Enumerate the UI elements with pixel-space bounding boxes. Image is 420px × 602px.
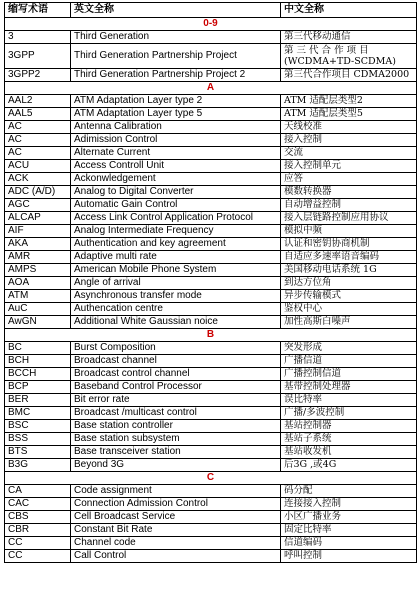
cell-chinese: 美国移动电话系统 1G [281,264,417,277]
table-row [5,511,417,524]
cell-abbr: ACU [5,160,71,173]
cell-chinese: 应答 [281,173,417,186]
table-row [5,264,417,277]
section-title: C [5,472,417,485]
cell-abbr: AGC [5,199,71,212]
cell-english: Broadcast control channel [71,368,281,381]
cell-abbr: BSC [5,420,71,433]
cell-abbr: CBS [5,511,71,524]
table-row [5,342,417,355]
cell-abbr: AC [5,121,71,134]
cell-abbr: AC [5,134,71,147]
cell-chinese: 后3G ,或4G [281,459,417,472]
table-row [5,134,417,147]
cell-chinese: 到达方位角 [281,277,417,290]
cell-english: ATM Adaptation Layer type 2 [71,95,281,108]
cell-english: Analog to Digital Converter [71,186,281,199]
cell-chinese: 广播信道 [281,355,417,368]
glossary-page [4,2,416,563]
section-header-row [5,18,417,31]
table-row [5,277,417,290]
cell-chinese: 呼叫控制 [281,550,417,563]
table-row [5,498,417,511]
header-abbr: 缩写术语 [5,3,71,18]
cell-chinese: 接入控制 [281,134,417,147]
cell-chinese: 模数转换器 [281,186,417,199]
cell-abbr: AwGN [5,316,71,329]
cell-abbr: AAL2 [5,95,71,108]
cell-english: Angle of arrival [71,277,281,290]
cell-chinese: 突发形成 [281,342,417,355]
cell-english: Ackonwledgement [71,173,281,186]
cell-chinese: 连接接入控制 [281,498,417,511]
table-row [5,186,417,199]
glossary-table [4,2,417,563]
cell-chinese: 模拟中频 [281,225,417,238]
table-row [5,225,417,238]
cell-english: Alternate Current [71,147,281,160]
cell-chinese: ATM 适配层类型5 [281,108,417,121]
cell-chinese: 基带控制处理器 [281,381,417,394]
cell-english: Connection Admission Control [71,498,281,511]
cell-chinese: 鉴权中心 [281,303,417,316]
cell-abbr: B3G [5,459,71,472]
cell-chinese: 第三代合作项目 CDMA2000 [281,69,417,82]
cell-english: Antenna Calibration [71,121,281,134]
cell-english: Constant Bit Rate [71,524,281,537]
cell-abbr: AuC [5,303,71,316]
cell-chinese: 交流 [281,147,417,160]
table-row [5,238,417,251]
table-row [5,147,417,160]
cell-chinese: 接入控制单元 [281,160,417,173]
cell-english: Beyond 3G [71,459,281,472]
cell-chinese: 基站子系统 [281,433,417,446]
cell-abbr: BSS [5,433,71,446]
cell-english: Asynchronous transfer mode [71,290,281,303]
cell-abbr: AKA [5,238,71,251]
cell-english: Authentication and key agreement [71,238,281,251]
cell-english: Bit error rate [71,394,281,407]
cell-english: Adaptive multi rate [71,251,281,264]
table-row [5,485,417,498]
cell-chinese: 第三代移动通信 [281,31,417,44]
cell-abbr: AIF [5,225,71,238]
cell-english: Code assignment [71,485,281,498]
section-header-row [5,82,417,95]
table-row [5,121,417,134]
cell-abbr: AC [5,147,71,160]
table-row [5,459,417,472]
header-chinese: 中文全称 [281,3,417,18]
table-row [5,303,417,316]
glossary-body [5,18,417,563]
cell-english: Adimission Control [71,134,281,147]
table-row [5,381,417,394]
cell-abbr: CBR [5,524,71,537]
table-row [5,173,417,186]
cell-abbr: AMPS [5,264,71,277]
section-title: A [5,82,417,95]
cell-abbr: BC [5,342,71,355]
table-row [5,316,417,329]
cell-chinese: 码分配 [281,485,417,498]
cell-english: Third Generation Partnership Project [71,44,281,69]
cell-abbr: ALCAP [5,212,71,225]
cell-abbr: ATM [5,290,71,303]
cell-chinese: 基站收发机 [281,446,417,459]
cell-chinese: 信道编码 [281,537,417,550]
cell-english: Authencation centre [71,303,281,316]
cell-english: Baseband Control Processor [71,381,281,394]
cell-english: Cell Broadcast Service [71,511,281,524]
section-title: 0-9 [5,18,417,31]
cell-english: American Mobile Phone System [71,264,281,277]
cell-english: Burst Composition [71,342,281,355]
cell-english: Automatic Gain Control [71,199,281,212]
table-row [5,420,417,433]
header-english: 英文全称 [71,3,281,18]
cell-english: Broadcast /multicast control [71,407,281,420]
cell-chinese: 接入层链路控制应用协议 [281,212,417,225]
cell-abbr: BTS [5,446,71,459]
table-row [5,537,417,550]
table-row [5,212,417,225]
cell-abbr: CC [5,550,71,563]
cell-english: Call Control [71,550,281,563]
cell-abbr: CC [5,537,71,550]
cell-english: Channel code [71,537,281,550]
table-row [5,44,417,69]
cell-chinese: 天线校准 [281,121,417,134]
table-row [5,199,417,212]
cell-chinese: 固定比特率 [281,524,417,537]
cell-english: Third Generation [71,31,281,44]
table-row [5,446,417,459]
cell-chinese: 小区广播业务 [281,511,417,524]
cell-abbr: ADC (A/D) [5,186,71,199]
cell-abbr: BMC [5,407,71,420]
cell-chinese: 自适应多速率语音编码 [281,251,417,264]
cell-english: ATM Adaptation Layer type 5 [71,108,281,121]
table-row [5,355,417,368]
cell-chinese: 加性高斯白噪声 [281,316,417,329]
section-header-row [5,472,417,485]
cell-chinese: 第 三 代 合 作 项 目 (WCDMA+TD-SCDMA) [281,44,417,69]
table-row [5,95,417,108]
table-row [5,368,417,381]
cell-abbr: BCCH [5,368,71,381]
cell-abbr: CA [5,485,71,498]
table-row [5,524,417,537]
cell-chinese: 误比特率 [281,394,417,407]
cell-abbr: BCH [5,355,71,368]
cell-chinese: 认证和密钥协商机制 [281,238,417,251]
table-row [5,160,417,173]
section-header-row [5,329,417,342]
cell-abbr: AAL5 [5,108,71,121]
cell-abbr: 3 [5,31,71,44]
header-row [5,3,417,18]
cell-english: Third Generation Partnership Project 2 [71,69,281,82]
cell-abbr: 3GPP [5,44,71,69]
cell-abbr: BER [5,394,71,407]
cell-abbr: BCP [5,381,71,394]
cell-chinese: 异步传输模式 [281,290,417,303]
cell-english: Access Controll Unit [71,160,281,173]
cell-abbr: CAC [5,498,71,511]
cell-abbr: ACK [5,173,71,186]
table-row [5,394,417,407]
cell-chinese: 自动增益控制 [281,199,417,212]
table-row [5,69,417,82]
cell-abbr: 3GPP2 [5,69,71,82]
cell-abbr: AMR [5,251,71,264]
section-title: B [5,329,417,342]
cell-english: Base station subsystem [71,433,281,446]
cell-english: Access Link Control Application Protocol [71,212,281,225]
cell-chinese: 广播/多波控制 [281,407,417,420]
cell-english: Base station controller [71,420,281,433]
cell-chinese: 广播控制信道 [281,368,417,381]
table-row [5,407,417,420]
table-row [5,433,417,446]
cell-chinese: 基站控制器 [281,420,417,433]
cell-abbr: AOA [5,277,71,290]
cell-english: Analog Intermediate Frequency [71,225,281,238]
cell-english: Broadcast channel [71,355,281,368]
table-row [5,251,417,264]
cell-english: Additional White Gaussian noice [71,316,281,329]
cell-chinese: ATM 适配层类型2 [281,95,417,108]
table-row [5,31,417,44]
table-row [5,550,417,563]
table-row [5,108,417,121]
cell-english: Base transceiver station [71,446,281,459]
table-row [5,290,417,303]
